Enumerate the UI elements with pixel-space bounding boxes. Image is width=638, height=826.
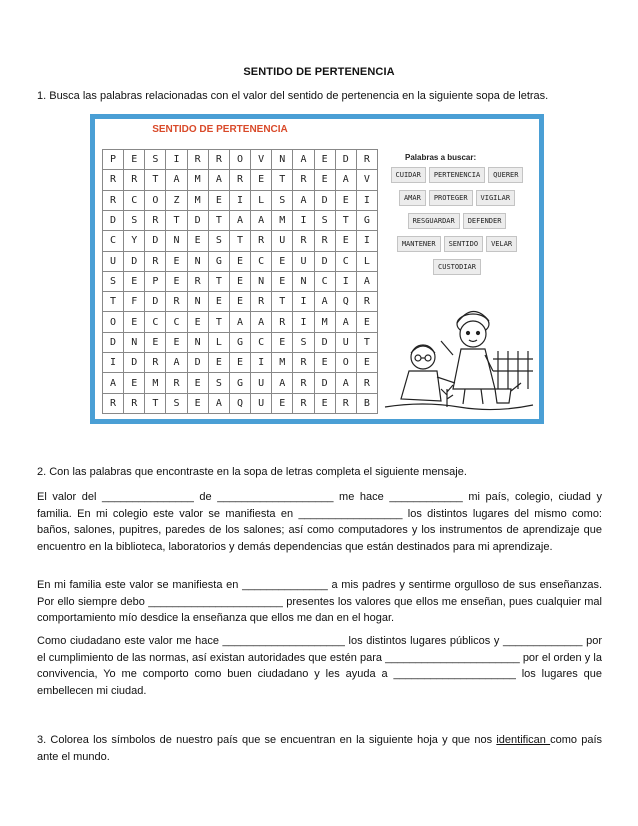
grid-cell: G	[230, 373, 251, 393]
grid-cell: E	[272, 252, 293, 272]
paragraph-colegio: El valor del _______________ de ___________________ me hace ____________ mi país, colegio, ciudad y familia. En mi colegio este valor se manifiesta en _________________ los distintos lugares del mismo como: baños, salones, pupitres, paredes de los salones; así como computadores y los instrumentos de aprendizaje que encuentro en la biblioteca, laboratorios y demás dependencias que están destinados para mi aprendizaje.	[37, 491, 602, 553]
grid-cell: F	[124, 292, 145, 312]
word-chip: QUERER	[488, 167, 523, 183]
grid-cell: D	[188, 211, 209, 231]
grid-cell: P	[103, 150, 124, 170]
grid-cell: D	[315, 191, 336, 211]
grid-cell: E	[357, 353, 378, 373]
grid-cell: U	[251, 394, 272, 414]
grid-cell: I	[103, 353, 124, 373]
grid-cell: S	[145, 150, 166, 170]
word-chip: DEFENDER	[463, 213, 507, 229]
grid-cell: E	[209, 191, 230, 211]
grid-cell: E	[315, 353, 336, 373]
grid-cell: E	[145, 333, 166, 353]
grid-cell: Q	[336, 292, 357, 312]
grid-cell: A	[103, 373, 124, 393]
grid-cell: G	[209, 252, 230, 272]
grid-cell: L	[209, 333, 230, 353]
grid-cell: R	[124, 394, 145, 414]
grid-cell: N	[166, 231, 187, 251]
grid-cell: I	[293, 292, 314, 312]
word-search-inner	[95, 119, 539, 419]
question-2: 2. Con las palabras que encontraste en la sopa de letras completa el siguiente mensaje.	[37, 466, 467, 478]
grid-cell: L	[357, 252, 378, 272]
grid-cell: R	[103, 170, 124, 190]
grid-cell: P	[145, 272, 166, 292]
grid-cell: M	[315, 312, 336, 332]
word-search-panel	[90, 114, 544, 424]
word-chip: VELAR	[486, 236, 517, 252]
grid-cell: Y	[124, 231, 145, 251]
grid-cell: E	[166, 252, 187, 272]
grid-cell: E	[272, 394, 293, 414]
grid-cell: E	[336, 231, 357, 251]
grid-cell: C	[251, 333, 272, 353]
grid-cell: I	[293, 211, 314, 231]
grid-cell: E	[251, 170, 272, 190]
grid-cell: E	[272, 333, 293, 353]
grid-cell: T	[230, 231, 251, 251]
word-row	[377, 167, 537, 183]
grid-cell: R	[103, 191, 124, 211]
grid-cell: U	[293, 252, 314, 272]
grid-cell: U	[103, 252, 124, 272]
grid-cell: A	[357, 272, 378, 292]
grid-cell: U	[272, 231, 293, 251]
grid-cell: S	[166, 394, 187, 414]
grid-cell: T	[103, 292, 124, 312]
question-3-text: 3. Colorea los símbolos de nuestro país que se encuentran en la siguiente hoja y que nos	[37, 734, 497, 746]
grid-cell: R	[315, 231, 336, 251]
grid-cell: T	[145, 170, 166, 190]
identifican-link[interactable]: identifican	[496, 734, 551, 746]
letter-grid	[102, 149, 378, 414]
grid-cell: V	[357, 170, 378, 190]
grid-cell: A	[166, 170, 187, 190]
grid-cell: G	[230, 333, 251, 353]
grid-cell: R	[188, 272, 209, 292]
grid-cell: E	[124, 150, 145, 170]
grid-cell: E	[230, 353, 251, 373]
grid-cell: E	[272, 272, 293, 292]
grid-cell: N	[188, 252, 209, 272]
grid-cell: A	[336, 312, 357, 332]
word-chip: PROTEGER	[429, 190, 473, 206]
grid-cell: R	[357, 292, 378, 312]
grid-cell: A	[251, 312, 272, 332]
grid-cell: T	[272, 292, 293, 312]
grid-cell: E	[230, 272, 251, 292]
grid-cell: D	[188, 353, 209, 373]
word-chip: RESGUARDAR	[408, 213, 460, 229]
word-chip: CUIDAR	[391, 167, 426, 183]
grid-cell: A	[272, 373, 293, 393]
grid-cell: E	[209, 353, 230, 373]
grid-cell: M	[272, 211, 293, 231]
children-illustration	[383, 279, 535, 414]
grid-cell: N	[272, 150, 293, 170]
grid-cell: E	[315, 170, 336, 190]
grid-cell: R	[145, 353, 166, 373]
word-row	[377, 190, 537, 206]
grid-cell: A	[230, 211, 251, 231]
word-chip: CUSTODIAR	[433, 259, 481, 275]
grid-cell: R	[293, 394, 314, 414]
grid-cell: N	[124, 333, 145, 353]
grid-cell: B	[357, 394, 378, 414]
grid-cell: S	[293, 333, 314, 353]
grid-cell: O	[145, 191, 166, 211]
grid-cell: Z	[166, 191, 187, 211]
grid-cell: A	[293, 191, 314, 211]
grid-cell: R	[336, 394, 357, 414]
word-row	[377, 236, 537, 252]
grid-cell: C	[315, 272, 336, 292]
grid-cell: A	[209, 394, 230, 414]
grid-cell: G	[357, 211, 378, 231]
grid-cell: N	[188, 292, 209, 312]
grid-cell: R	[357, 150, 378, 170]
grid-cell: D	[103, 211, 124, 231]
grid-cell: R	[209, 150, 230, 170]
grid-cell: T	[209, 272, 230, 292]
grid-cell: R	[166, 292, 187, 312]
page-title: SENTIDO DE PERTENENCIA	[243, 66, 395, 78]
grid-cell: R	[166, 373, 187, 393]
grid-cell: E	[230, 292, 251, 312]
grid-cell: E	[315, 150, 336, 170]
grid-cell: I	[336, 272, 357, 292]
grid-cell: R	[230, 170, 251, 190]
grid-cell: R	[251, 292, 272, 312]
grid-cell: R	[293, 373, 314, 393]
grid-cell: U	[336, 333, 357, 353]
grid-cell: D	[124, 353, 145, 373]
grid-cell: D	[315, 333, 336, 353]
grid-cell: D	[145, 292, 166, 312]
grid-cell: A	[209, 170, 230, 190]
grid-cell: L	[251, 191, 272, 211]
grid-cell: C	[124, 191, 145, 211]
grid-cell: R	[272, 312, 293, 332]
grid-cell: E	[188, 394, 209, 414]
grid-cell: A	[230, 312, 251, 332]
grid-cell: R	[293, 353, 314, 373]
grid-cell: I	[357, 231, 378, 251]
word-chip: AMAR	[399, 190, 426, 206]
grid-cell: T	[336, 211, 357, 231]
grid-cell: E	[230, 252, 251, 272]
grid-cell: R	[293, 170, 314, 190]
grid-cell: R	[145, 211, 166, 231]
grid-cell: T	[357, 333, 378, 353]
grid-cell: E	[166, 333, 187, 353]
grid-cell: I	[230, 191, 251, 211]
grid-cell: M	[188, 170, 209, 190]
grid-cell: T	[145, 394, 166, 414]
question-1: 1. Busca las palabras relacionadas con el valor del sentido de pertenencia en la siguiente sopa de letras.	[37, 90, 549, 102]
grid-cell: D	[336, 150, 357, 170]
grid-cell: I	[293, 312, 314, 332]
grid-cell: V	[251, 150, 272, 170]
word-search-title: SENTIDO DE PERTENENCIA	[152, 124, 288, 135]
question-3	[37, 732, 602, 765]
grid-cell: S	[103, 272, 124, 292]
word-list	[377, 167, 537, 282]
grid-cell: I	[357, 191, 378, 211]
grid-cell: R	[103, 394, 124, 414]
grid-cell: N	[188, 333, 209, 353]
grid-cell: R	[293, 231, 314, 251]
grid-cell: S	[315, 211, 336, 231]
grid-cell: C	[251, 252, 272, 272]
grid-cell: D	[315, 252, 336, 272]
grid-cell: E	[188, 373, 209, 393]
grid-cell: R	[188, 150, 209, 170]
grid-cell: A	[166, 353, 187, 373]
grid-cell: E	[124, 272, 145, 292]
grid-cell: M	[145, 373, 166, 393]
grid-cell: A	[315, 292, 336, 312]
grid-cell: Q	[230, 394, 251, 414]
word-chip: VIGILAR	[476, 190, 516, 206]
word-chip: MANTENER	[397, 236, 441, 252]
grid-cell: C	[145, 312, 166, 332]
grid-cell: S	[209, 231, 230, 251]
grid-cell: A	[293, 150, 314, 170]
grid-cell: O	[103, 312, 124, 332]
grid-cell: C	[103, 231, 124, 251]
grid-cell: C	[336, 252, 357, 272]
grid-cell: E	[166, 272, 187, 292]
grid-cell: O	[336, 353, 357, 373]
grid-cell: N	[251, 272, 272, 292]
grid-cell: O	[230, 150, 251, 170]
grid-cell: D	[103, 333, 124, 353]
grid-cell: T	[209, 312, 230, 332]
paragraph-ciudadano: Como ciudadano este valor me hace ____________________ los distintos lugares públicos y _____________ por el cumplimiento de las normas, así existan autoridades que estén para ______________________ por el orden y la convivencia, Yo me comporto como buen ciudadano y les ayuda a ____________________ los lugares que embellecen mi ciudad.	[37, 635, 602, 697]
grid-cell: M	[188, 191, 209, 211]
grid-cell: T	[272, 170, 293, 190]
grid-cell: T	[209, 211, 230, 231]
word-chip: PERTENENCIA	[429, 167, 485, 183]
grid-cell: E	[124, 312, 145, 332]
grid-cell: E	[357, 312, 378, 332]
grid-cell: S	[209, 373, 230, 393]
grid-cell: R	[357, 373, 378, 393]
grid-cell: R	[251, 231, 272, 251]
grid-cell: R	[124, 170, 145, 190]
grid-cell: S	[124, 211, 145, 231]
question-3-text-end: como país ante el mundo.	[37, 734, 602, 763]
grid-cell: I	[251, 353, 272, 373]
grid-cell: R	[145, 252, 166, 272]
paragraph-familia: En mi familia este valor se manifiesta en ______________ a mis padres y sentirme orgulloso de sus enseñanzas. Por ello siempre debo ______________________ presentes los valores que ellos me enseñan, pues cualquier mal comportamiento mío desdice la enseñanza que ellos me dan en el hogar.	[37, 579, 602, 624]
grid-cell: D	[315, 373, 336, 393]
word-row	[377, 213, 537, 229]
grid-cell: D	[124, 252, 145, 272]
grid-cell: C	[166, 312, 187, 332]
word-row	[377, 259, 537, 275]
grid-cell: E	[124, 373, 145, 393]
grid-cell: E	[209, 292, 230, 312]
grid-cell: I	[166, 150, 187, 170]
word-chip: SENTIDO	[444, 236, 484, 252]
grid-cell: E	[315, 394, 336, 414]
grid-cell: D	[145, 231, 166, 251]
grid-cell: M	[272, 353, 293, 373]
grid-cell: S	[272, 191, 293, 211]
grid-cell: N	[293, 272, 314, 292]
grid-cell: E	[188, 312, 209, 332]
grid-cell: E	[188, 231, 209, 251]
grid-cell: T	[166, 211, 187, 231]
grid-cell: E	[336, 191, 357, 211]
grid-cell: A	[251, 211, 272, 231]
words-to-find-title: Palabras a buscar:	[405, 153, 477, 162]
grid-cell: A	[336, 170, 357, 190]
grid-cell: U	[251, 373, 272, 393]
grid-cell: A	[336, 373, 357, 393]
